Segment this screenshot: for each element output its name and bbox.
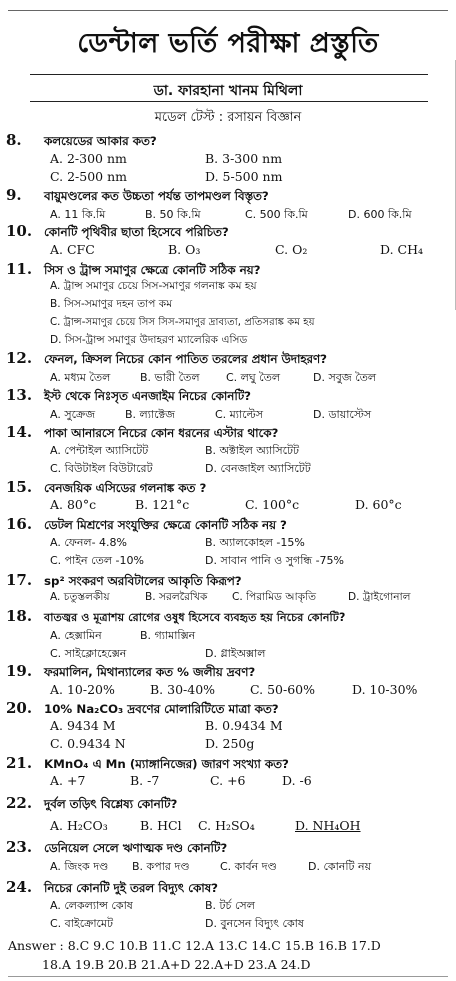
question-number: 11. — [6, 260, 33, 278]
option: A. মধ্যম তৈল — [50, 371, 111, 384]
option-c: C. 2-500 nm — [50, 169, 127, 184]
section-subtitle: মডেল টেস্ট : রসায়ন বিজ্ঞান — [154, 110, 302, 125]
option: C. H₂SO₄ — [198, 818, 255, 833]
option: C. সাইক্লোহেক্সেন — [50, 647, 127, 660]
option: A. ফেনল- 4.8% — [50, 536, 128, 549]
options-8 — [50, 151, 450, 187]
option: C. পাইন তেল -10% — [50, 554, 144, 567]
question-text: ডেনিয়েল সেলে ঋণাত্মক দণ্ড কোনটি? — [44, 841, 228, 855]
question-text: কোনটি পৃথিবীর ছাতা হিসেবে পরিচিত? — [44, 225, 229, 239]
question-14 — [6, 423, 278, 444]
question-number: 24. — [6, 878, 33, 896]
question-text: sp² সংকরণ অরবিটালের আকৃতি কিরূপ? — [44, 574, 242, 588]
option: D. গ্লাইঅক্সাল — [205, 647, 266, 660]
option: B. গ্যামাক্সিন — [140, 629, 196, 642]
option: B. অক্টাইল অ্যাসিটেট — [205, 444, 300, 457]
option: D. ডায়াস্টেস — [313, 408, 372, 421]
option: D. 600 কি.মি — [348, 208, 412, 221]
option: B. সরলরৈখিক — [145, 591, 208, 603]
option: D. -6 — [282, 773, 312, 788]
option: C. +6 — [210, 773, 246, 788]
question-21 — [6, 754, 289, 775]
question-number: 19. — [6, 662, 33, 680]
question-11 — [6, 260, 260, 281]
option: C. লঘু তৈল — [226, 371, 281, 384]
question-13 — [6, 386, 251, 407]
answer-key — [8, 936, 454, 974]
question-16 — [6, 515, 287, 536]
option: A. লেকল্যান্স কোষ — [50, 899, 133, 912]
option: C. ট্রান্স-সমাণুর চেয়ে সিস সিস-সমাণুর দ্রাব্যতা, প্রতিসরাঙ্ক কম হয় — [50, 317, 315, 328]
option: B. টর্চ সেল — [205, 899, 255, 912]
option: B. 0.9434 M — [205, 718, 283, 733]
question-number: 21. — [6, 754, 33, 772]
option: A. 80°c — [50, 497, 97, 512]
question-number: 12. — [6, 349, 33, 367]
option: B. সিস-সমাণুর দহন তাপ কম — [50, 298, 173, 310]
option: C. 500 কি.মি — [245, 208, 308, 221]
option-a: A. 2-300 nm — [50, 151, 127, 166]
option: A. ট্রান্স সমাণুর চেয়ে সিস-সমাণুর গলনাঙ্ক কম হয় — [50, 280, 257, 292]
option: B. O₃ — [168, 242, 201, 257]
bottom-divider — [8, 976, 448, 977]
question-text: বাতজ্বর ও মূত্রাশয় রোগের ওষুধ হিসেবে ব্যবহৃত হয় নিচের কোনটি? — [44, 611, 346, 624]
question-number: 13. — [6, 386, 33, 404]
option: B. কপার দণ্ড — [132, 860, 190, 873]
option: A. সুক্রেজ — [50, 408, 96, 421]
option: D. সিস-ট্রান্স সমাণুর উদাহরণ ম্যালেরিক এসিড — [50, 334, 248, 346]
option: B. 121°c — [135, 497, 190, 512]
question-number: 23. — [6, 838, 33, 856]
answer-line-2: 18.A 19.B 20.B 21.A+D 22.A+D 23.A 24.D — [42, 957, 311, 972]
question-number: 10. — [6, 222, 33, 240]
option: A. +7 — [50, 773, 86, 788]
question-number: 17. — [6, 571, 33, 589]
page-title: ডেন্টাল ভর্তি পরীক্ষা প্রস্তুতি — [77, 28, 379, 59]
question-text: নিচের কোনটি দুই তরল বিদ্যুৎ কোষ? — [44, 881, 218, 895]
question-text: কলয়েডের আকার কত? — [44, 134, 157, 148]
title-divider — [30, 74, 428, 75]
question-text: পাকা আনারসে নিচের কোন ধরনের এস্টার থাকে? — [44, 426, 279, 440]
question-text: ফেনল, ক্রিসল নিচের কোন পাতিত তরলের প্রধান উদাহরণ? — [44, 352, 328, 366]
question-23 — [6, 838, 227, 859]
option: B. অ্যালকোহল -15% — [205, 536, 305, 549]
question-9 — [6, 186, 269, 207]
option: A. 11 কি.মি — [50, 208, 106, 221]
question-number: 18. — [6, 607, 33, 625]
question-24 — [6, 878, 218, 899]
option: D. ট্রাইগোনাল — [348, 591, 411, 603]
option: B. -7 — [130, 773, 160, 788]
question-8 — [6, 131, 157, 152]
question-18 — [6, 607, 345, 628]
question-number: 14. — [6, 423, 33, 441]
question-text: ফরমালিন, মিথান্যালের কত % জলীয় দ্রবণ? — [44, 665, 256, 679]
option: A. হেক্সামিন — [50, 629, 102, 642]
option: D. 10-30% — [352, 682, 418, 697]
option: A. 9434 M — [50, 718, 116, 733]
option: D. NH₄OH — [295, 818, 361, 833]
option: C. বাইক্রোমেট — [50, 917, 114, 930]
option: C. 0.9434 N — [50, 736, 126, 751]
question-text: সিস ও ট্রান্স সমাণুর ক্ষেত্রে কোনটি সঠিক নয়? — [44, 263, 261, 277]
option: B. ল্যাক্টেজ — [125, 408, 176, 421]
option: B. 50 কি.মি — [145, 208, 201, 221]
author-name: ডা. ফারহানা খানম মিথিলা — [153, 83, 303, 99]
question-10 — [6, 222, 229, 243]
option: A. CFC — [50, 242, 95, 257]
option: A. H₂CO₃ — [50, 818, 108, 833]
option: C. বিউটাইল বিউটারেট — [50, 462, 153, 475]
question-15 — [6, 478, 206, 499]
option: C. 100°c — [245, 497, 300, 512]
option: D. 60°c — [355, 497, 402, 512]
option: D. সবুজ তৈল — [313, 371, 377, 384]
option-b: B. 3-300 nm — [205, 151, 283, 166]
question-number: 8. — [6, 131, 22, 149]
option: B. HCl — [140, 818, 182, 833]
option: D. কোনটি নয় — [308, 860, 372, 873]
question-text: ইস্ট থেকে নিঃসৃত এনজাইম নিচের কোনটি? — [44, 389, 251, 403]
option: C. ম্যাল্টেস — [215, 408, 263, 421]
option: A. চতুস্তলকীয় — [50, 591, 110, 603]
question-number: 9. — [6, 186, 22, 204]
option: A. পেন্টাইল অ্যাসিটেট — [50, 444, 149, 457]
option: A. জিংক দণ্ড — [50, 860, 109, 873]
question-12 — [6, 349, 327, 370]
question-text: 10% Na₂CO₃ দ্রবণের মোলারিটিতে মাত্রা কত? — [44, 702, 279, 716]
question-17 — [6, 571, 242, 592]
question-number: 16. — [6, 515, 33, 533]
question-text: ডেটল মিশ্রণের সংযুক্তির ক্ষেত্রে কোনটি সঠিক নয় ? — [44, 518, 287, 532]
question-text: দুর্বল তড়িৎ বিশ্লেষ্য কোনটি? — [44, 797, 178, 811]
question-number: 22. — [6, 794, 33, 812]
option: C. 50-60% — [250, 682, 315, 697]
option-d: D. 5-500 nm — [205, 169, 283, 184]
question-19 — [6, 662, 255, 683]
answer-line-1: Answer : 8.C 9.C 10.B 11.C 12.A 13.C 14.C 15.B 16.B 17.D — [8, 938, 381, 953]
option: C. পিরামিড আকৃতি — [232, 591, 317, 603]
author-divider — [30, 101, 428, 102]
question-number: 15. — [6, 478, 33, 496]
question-number: 20. — [6, 699, 33, 717]
option: D. CH₄ — [380, 242, 423, 257]
option: D. 250g — [205, 736, 255, 751]
option: D. সাবান পানি ও সুগন্ধি -75% — [205, 554, 345, 567]
option: A. 10-20% — [50, 682, 115, 697]
option: B. ভারী তৈল — [140, 371, 200, 384]
top-divider — [8, 10, 448, 11]
option: D. বুনসেন বিদ্যুৎ কোষ — [205, 917, 304, 930]
option: C. O₂ — [275, 242, 308, 257]
option: D. বেনজাইল অ্যাসিটেট — [205, 462, 311, 475]
option: C. কার্বন দণ্ড — [220, 860, 277, 873]
question-text: বায়ুমণ্ডলের কত উচ্চতা পর্যন্ত তাপমণ্ডল বিস্তৃত? — [44, 189, 269, 203]
question-text: KMnO₄ এ Mn (ম্যাঙ্গানিজের) জারণ সংখ্যা কত? — [44, 757, 289, 771]
question-22 — [6, 794, 177, 815]
option: B. 30-40% — [150, 682, 216, 697]
question-text: বেনজয়িক এসিডের গলনাঙ্ক কত ? — [44, 481, 207, 495]
question-20 — [6, 699, 279, 720]
